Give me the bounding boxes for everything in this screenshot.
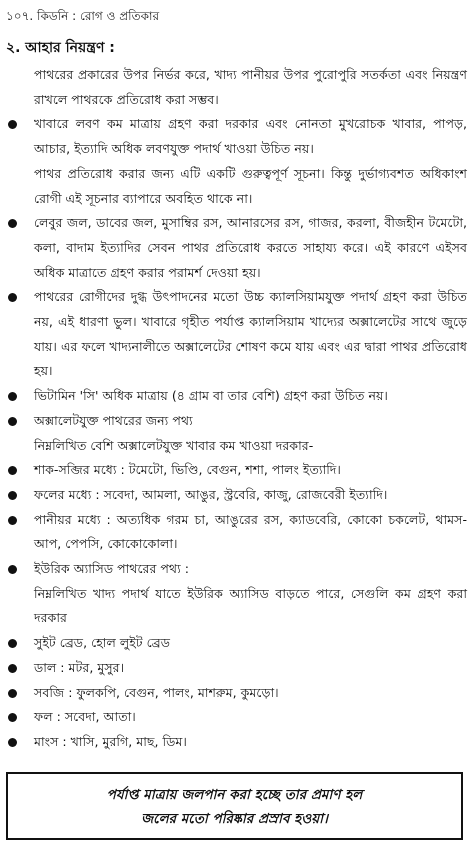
list-item-text: সুইট ব্রেড, হোল লুইট ব্রেড — [34, 635, 170, 651]
bullet-icon — [8, 713, 17, 722]
bullet-icon — [8, 491, 17, 500]
list-item-subtext: নিম্নলিখিত খাদ্য পদার্থ যাতে ইউরিক অ্যাসিড বাড়তে পারে, সেগুলি কম গ্রহণ করা দরকার — [34, 585, 467, 626]
list-item — [6, 483, 469, 508]
list-item-text: ভিটামিন 'সি' অধিক মাত্রায় (৪ গ্রাম বা তার বেশি) গ্রহণ করা উচিত নয়। — [34, 388, 388, 404]
list-item-text: ডাল : মটর, মুসুর। — [34, 659, 125, 675]
bullet-icon — [8, 639, 17, 648]
list-item-text: ফলের মধ্যে : সবেদা, আমলা, আঙুর, স্ট্রবেরি, কাজু, রোজবেরী ইত্যাদি। — [34, 486, 388, 502]
bullet-icon — [8, 219, 17, 228]
body-content — [6, 63, 469, 755]
list-item-text: লেবুর জল, ডাবের জল, মুসাম্বির রস, আনারসের রস, গাজর, করলা, বীজহীন টমেটো, কলা, বাদাম ইত্যাদির সেবন পাথর প্রতিরোধ করতে সাহায্য করে। এই কারণে এইসব অধিক মাত্রাতে গ্রহণ করার পরামর্শ দেওয়া হয়। — [34, 215, 467, 280]
bullet-icon — [8, 417, 17, 426]
bullet-icon — [8, 689, 17, 698]
list-item-text: সবজি : ফুলকপি, বেগুন, পালং, মাশরুম, কুমড়ো। — [34, 684, 279, 700]
list-item — [6, 730, 469, 755]
list-item-text: শাক-সব্জির মধ্যে : টমেটো, ভিণ্ডি, বেগুন, শশা, পালং ইত্যাদি। — [34, 462, 341, 478]
list-item — [6, 508, 469, 557]
list-item-text: ফল : সবেদা, আতা। — [34, 709, 136, 725]
bullet-icon — [8, 120, 17, 129]
list-item-text: মাংস : খাসি, মুরগি, মাছ, ডিম। — [34, 733, 187, 749]
note-line-1: পর্যাপ্ত মাত্রায় জলপান করা হচ্ছে তার প্রমাণ হল — [106, 787, 363, 803]
list-item-text: পানীয়র মধ্যে : অত্যধিক গরম চা, আঙুরের রস, ক্যাডবেরি, কোকো চকলেট, থামস-আপ, পেপসি, কোকোকোলা। — [34, 511, 467, 552]
list-item-text: খাবারে লবণ কম মাত্রায় গ্রহণ করা দরকার এবং নোনতা মুখরোচক খাবার, পাপড়, আচার, ইত্যাদি অধিক লবণযুক্ত পদার্থ খাওয়া উচিত নয়। — [34, 116, 467, 157]
list-item — [6, 285, 469, 384]
list-item — [6, 705, 469, 730]
note-line-2: জলের মতো পরিষ্কার প্রস্রাব হওয়া। — [141, 811, 328, 827]
list-item-subtext: পাথর প্রতিরোধ করার জন্য এটি একটি গুরুত্বপূর্ণ সূচনা। কিন্তু দুর্ভাগ্যবশত অধিকাংশ রোগী এই সূচনার ব্যাপারে অবহিত থাকে না। — [34, 165, 467, 206]
intro-paragraph: পাথরের প্রকারের উপর নির্ভর করে, খাদ্য পানীয়র উপর পুরোপুরি সতর্কতা এবং নিয়ন্ত্রণ রাখলে পাথরকে প্রতিরোধ করা সম্ভব। — [34, 67, 467, 107]
list-item — [6, 409, 469, 458]
running-header: ১০৭. কিডনি : রোগ ও প্রতিকার — [6, 9, 160, 23]
list-item — [6, 458, 469, 483]
bullet-icon — [8, 664, 17, 673]
list-item-text: পাথরের রোগীদের দুগ্ধ উৎপাদনের মতো উচ্চ ক্যালসিয়ামযুক্ত পদার্থ গ্রহণ করা উচিত নয়, এই ধারণা ভুল। খাবারে গৃহীত পর্যাপ্ত ক্যালসিয়াম খাদ্যের অক্সালেটের সাথে জুড়ে যায়। এর ফলে খাদ্যনালীতে অক্সালেটের শোষণ কমে যায় এবং এর দ্বারা পাথর প্রতিরোধ হয়। — [34, 289, 467, 379]
list-item — [6, 656, 469, 681]
list-item-text: অক্সালেটযুক্ত পাথরের জন্য পথ্য — [34, 412, 193, 428]
list-item-text: ইউরিক অ্যাসিড পাথরের পথ্য : — [34, 561, 189, 577]
list-item — [6, 211, 469, 285]
list-item — [6, 112, 469, 211]
bullet-icon — [8, 516, 17, 525]
bullet-icon — [8, 565, 17, 574]
section-heading: ২. আহার নিয়ন্ত্রণ : — [6, 40, 115, 56]
bullet-icon — [8, 293, 17, 302]
list-item — [6, 631, 469, 656]
list-item — [6, 681, 469, 706]
bullet-icon — [8, 392, 17, 401]
list-item-subtext: নিম্নলিখিত বেশি অক্সালেটযুক্ত খাবার কম খাওয়া দরকার- — [34, 437, 314, 453]
bullet-icon — [8, 738, 17, 747]
bullet-icon — [8, 466, 17, 475]
list-item — [6, 384, 469, 409]
highlight-note-box — [6, 772, 463, 840]
list-item — [6, 557, 469, 631]
